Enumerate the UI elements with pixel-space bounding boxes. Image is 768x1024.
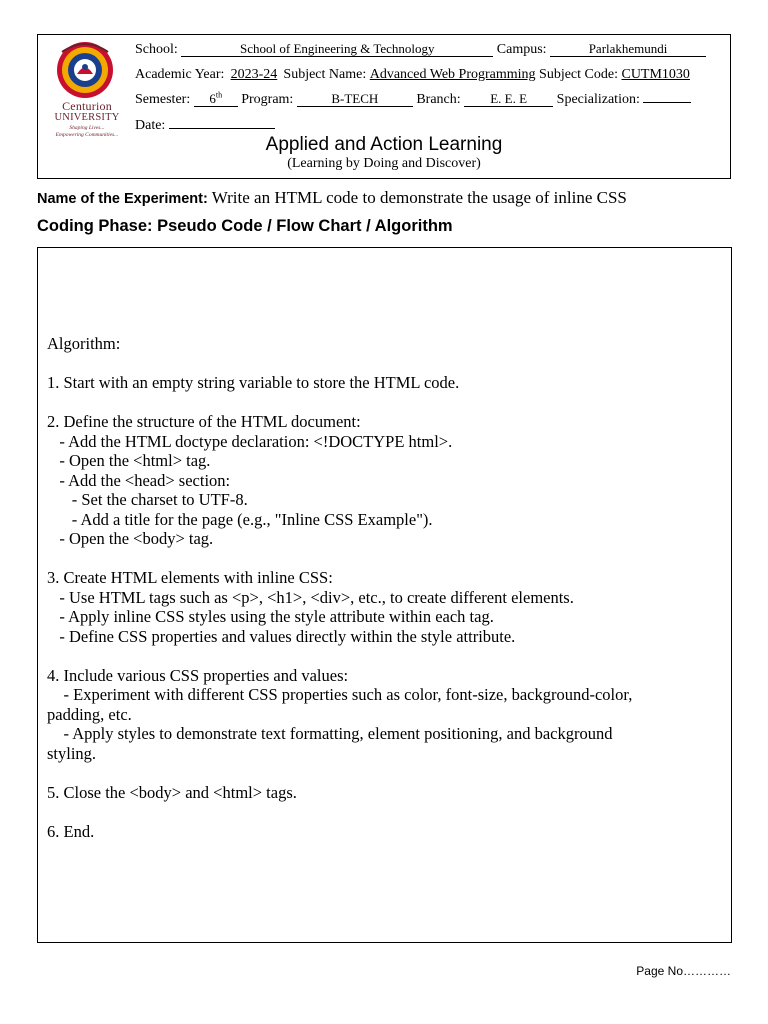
date-row xyxy=(135,118,275,134)
specialization-label: Specialization: xyxy=(556,92,640,107)
date-field xyxy=(169,128,275,129)
logo-brand-line2: UNIVERSITY xyxy=(54,112,120,123)
page-subtitle: (Learning by Doing and Discover) xyxy=(287,156,481,171)
academic-row xyxy=(135,67,690,83)
school-label: School: xyxy=(135,42,178,57)
page-title: Applied and Action Learning xyxy=(265,134,503,155)
date-label: Date: xyxy=(135,118,166,133)
program-field: B-TECH xyxy=(297,92,413,107)
academic-year-label: Academic Year: xyxy=(135,67,225,82)
page-number: Page No………… xyxy=(636,964,731,978)
subject-name-label: Subject Name: xyxy=(283,67,367,82)
semester-label: Semester: xyxy=(135,92,191,107)
school-field: School of Engineering & Technology xyxy=(181,42,493,57)
branch-label: Branch: xyxy=(416,92,461,107)
algorithm-box xyxy=(37,247,732,943)
coding-phase-heading: Coding Phase: Pseudo Code / Flow Chart / Algorithm xyxy=(37,217,453,235)
semester-field xyxy=(194,92,238,107)
subject-code-field: CUTM1030 xyxy=(621,67,690,82)
semester-row xyxy=(135,92,691,108)
subject-code-label: Subject Code: xyxy=(539,67,618,82)
experiment-value: Write an HTML code to demonstrate the usage of inline CSS xyxy=(211,188,627,207)
logo-tagline-line2: Empowering Communities... xyxy=(55,131,119,138)
campus-field: Parlakhemundi xyxy=(550,42,706,57)
logo-tagline-line1: Shaping Lives... xyxy=(69,125,105,131)
specialization-field xyxy=(643,102,691,103)
semester-suffix: th xyxy=(215,90,223,100)
school-row xyxy=(135,42,706,58)
program-label: Program: xyxy=(241,92,294,107)
logo-brand-line1: Centurion xyxy=(62,99,112,113)
branch-field: E. E. E xyxy=(464,92,553,107)
university-logo xyxy=(52,39,122,149)
algorithm-text: Algorithm: 1. Start with an empty string variable to store the HTML code. 2. Define the structure of the HTML document: - Add the HTML doctype declaration: <!DOCTYPE html>. - Open the <html> tag. - Add the <head> section: - Set the charset to UTF-8. - Add a title for the page (e.g., "Inline CSS Example"). - Open the <body> tag. 3. Create HTML elements with inline CSS: - Use HTML tags such as <p>, <h1>, <div>, etc., to create different elements. - Apply inline CSS styles using the style attribute within each tag. - Define CSS properties and values directly within the style attribute. 4. Include various CSS properties and values: - Experiment with different CSS properties such as color, font-size, background-color, padding, etc. - Apply styles to demonstrate text formatting, element positioning, and background styling. 5. Close the <body> and <html> tags. 6. End. xyxy=(47,334,633,841)
subject-name-field: Advanced Web Programming xyxy=(369,67,536,82)
header-box xyxy=(37,34,731,179)
semester-value: 6 xyxy=(209,91,216,106)
experiment-label: Name of the Experiment: xyxy=(37,191,208,207)
academic-year-field: 2023-24 xyxy=(230,67,278,82)
university-emblem-icon xyxy=(52,39,122,99)
campus-label: Campus: xyxy=(496,42,547,57)
experiment-name xyxy=(37,188,627,208)
